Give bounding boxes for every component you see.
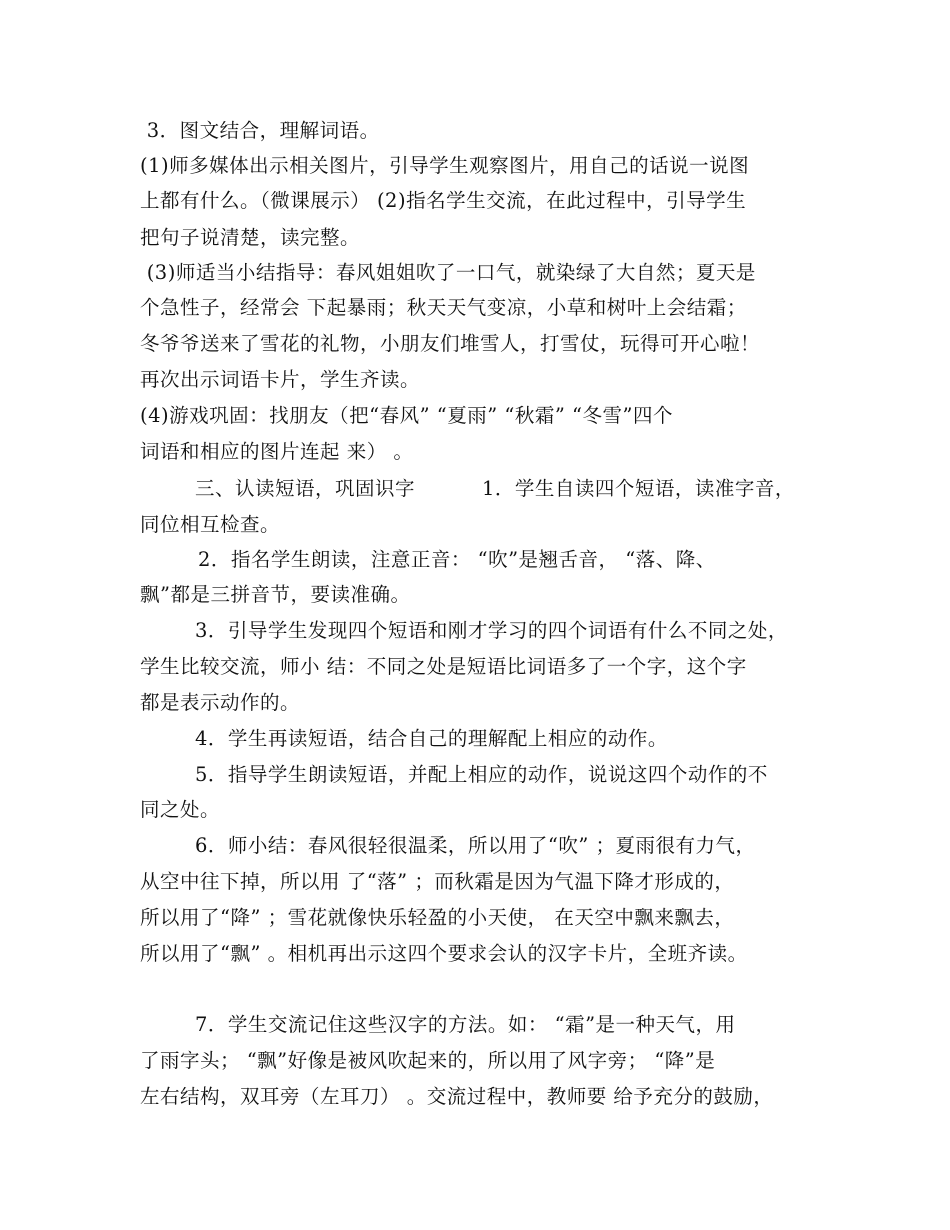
- text-line: 冬爷爷送来了雪花的礼物，小朋友们堆雪人，打雪仗，玩得可开心啦！: [140, 332, 761, 355]
- text-line: 3．图文结合，理解词语。: [140, 119, 380, 142]
- text-line: 6．师小结：春风很轻很温柔，所以用了“吹” ；夏雨很有力气，: [195, 834, 756, 857]
- text-line: 左右结构，双耳旁（左耳刀） 。交流过程中，教师要 给予充分的鼓励，: [140, 1085, 774, 1108]
- text-line: (3)师适当小结指导：春风姐姐吹了一口气，就染绿了大自然；夏天是: [140, 261, 756, 284]
- text-line: 了雨字头； “飘”好像是被风吹起来的，所以用了风字旁； “降”是: [140, 1049, 716, 1072]
- text-line: (1)师多媒体出示相关图片，引导学生观察图片，用自己的话说一说图: [140, 154, 750, 177]
- text-line: 2．指名学生朗读，注意正音： “吹”是翘舌音， “落、降、: [198, 548, 716, 571]
- text-line: 三、认读短语，巩固识字 1．学生自读四个短语，读准字音，: [195, 477, 795, 500]
- text-line: 词语和相应的图片连起 来） 。: [140, 440, 414, 463]
- text-line: 把句子说清楚，读完整。: [140, 226, 361, 249]
- text-line: 上都有什么。（微课展示） (2)指名学生交流，在此过程中，引导学生: [140, 189, 747, 212]
- text-line: 7．学生交流记住这些汉字的方法。如： “霜”是一种天气，用: [195, 1013, 736, 1036]
- text-line: 同之处。: [140, 798, 221, 821]
- text-line: 个急性子，经常会 下起暴雨；秋天天气变凉，小草和树叶上会结霜；: [140, 296, 747, 319]
- text-line: 所以用了“飘” 。相机再出示这四个要求会认的汉字卡片，全班齐读。: [140, 942, 748, 965]
- text-line: 所以用了“降” ；雪花就像快乐轻盈的小天使， 在天空中飘来飘去，: [140, 906, 735, 929]
- text-line: 都是表示动作的。: [140, 691, 301, 714]
- text-line: 同位相互检查。: [140, 513, 281, 536]
- text-line: 再次出示词语卡片，学生齐读。: [140, 368, 421, 391]
- text-line: 学生比较交流，师小 结：不同之处是短语比词语多了一个字，这个字: [140, 655, 747, 678]
- text-line: (4)游戏巩固：找朋友（把“春风” “夏雨” “秋霜” “冬雪”四个: [140, 404, 673, 427]
- text-line: 5．指导学生朗读短语，并配上相应的动作，说说这四个动作的不: [195, 763, 768, 786]
- text-line: 3．引导学生发现四个短语和刚才学习的四个词语有什么不同之处，: [195, 619, 788, 642]
- text-line: 飘”都是三拼音节，要读准确。: [140, 583, 411, 606]
- text-line: 4．学生再读短语，结合自己的理解配上相应的动作。: [195, 727, 668, 750]
- text-line: 从空中往下掉，所以用 了“落” ；而秋霜是因为气温下降才形成的，: [140, 870, 735, 893]
